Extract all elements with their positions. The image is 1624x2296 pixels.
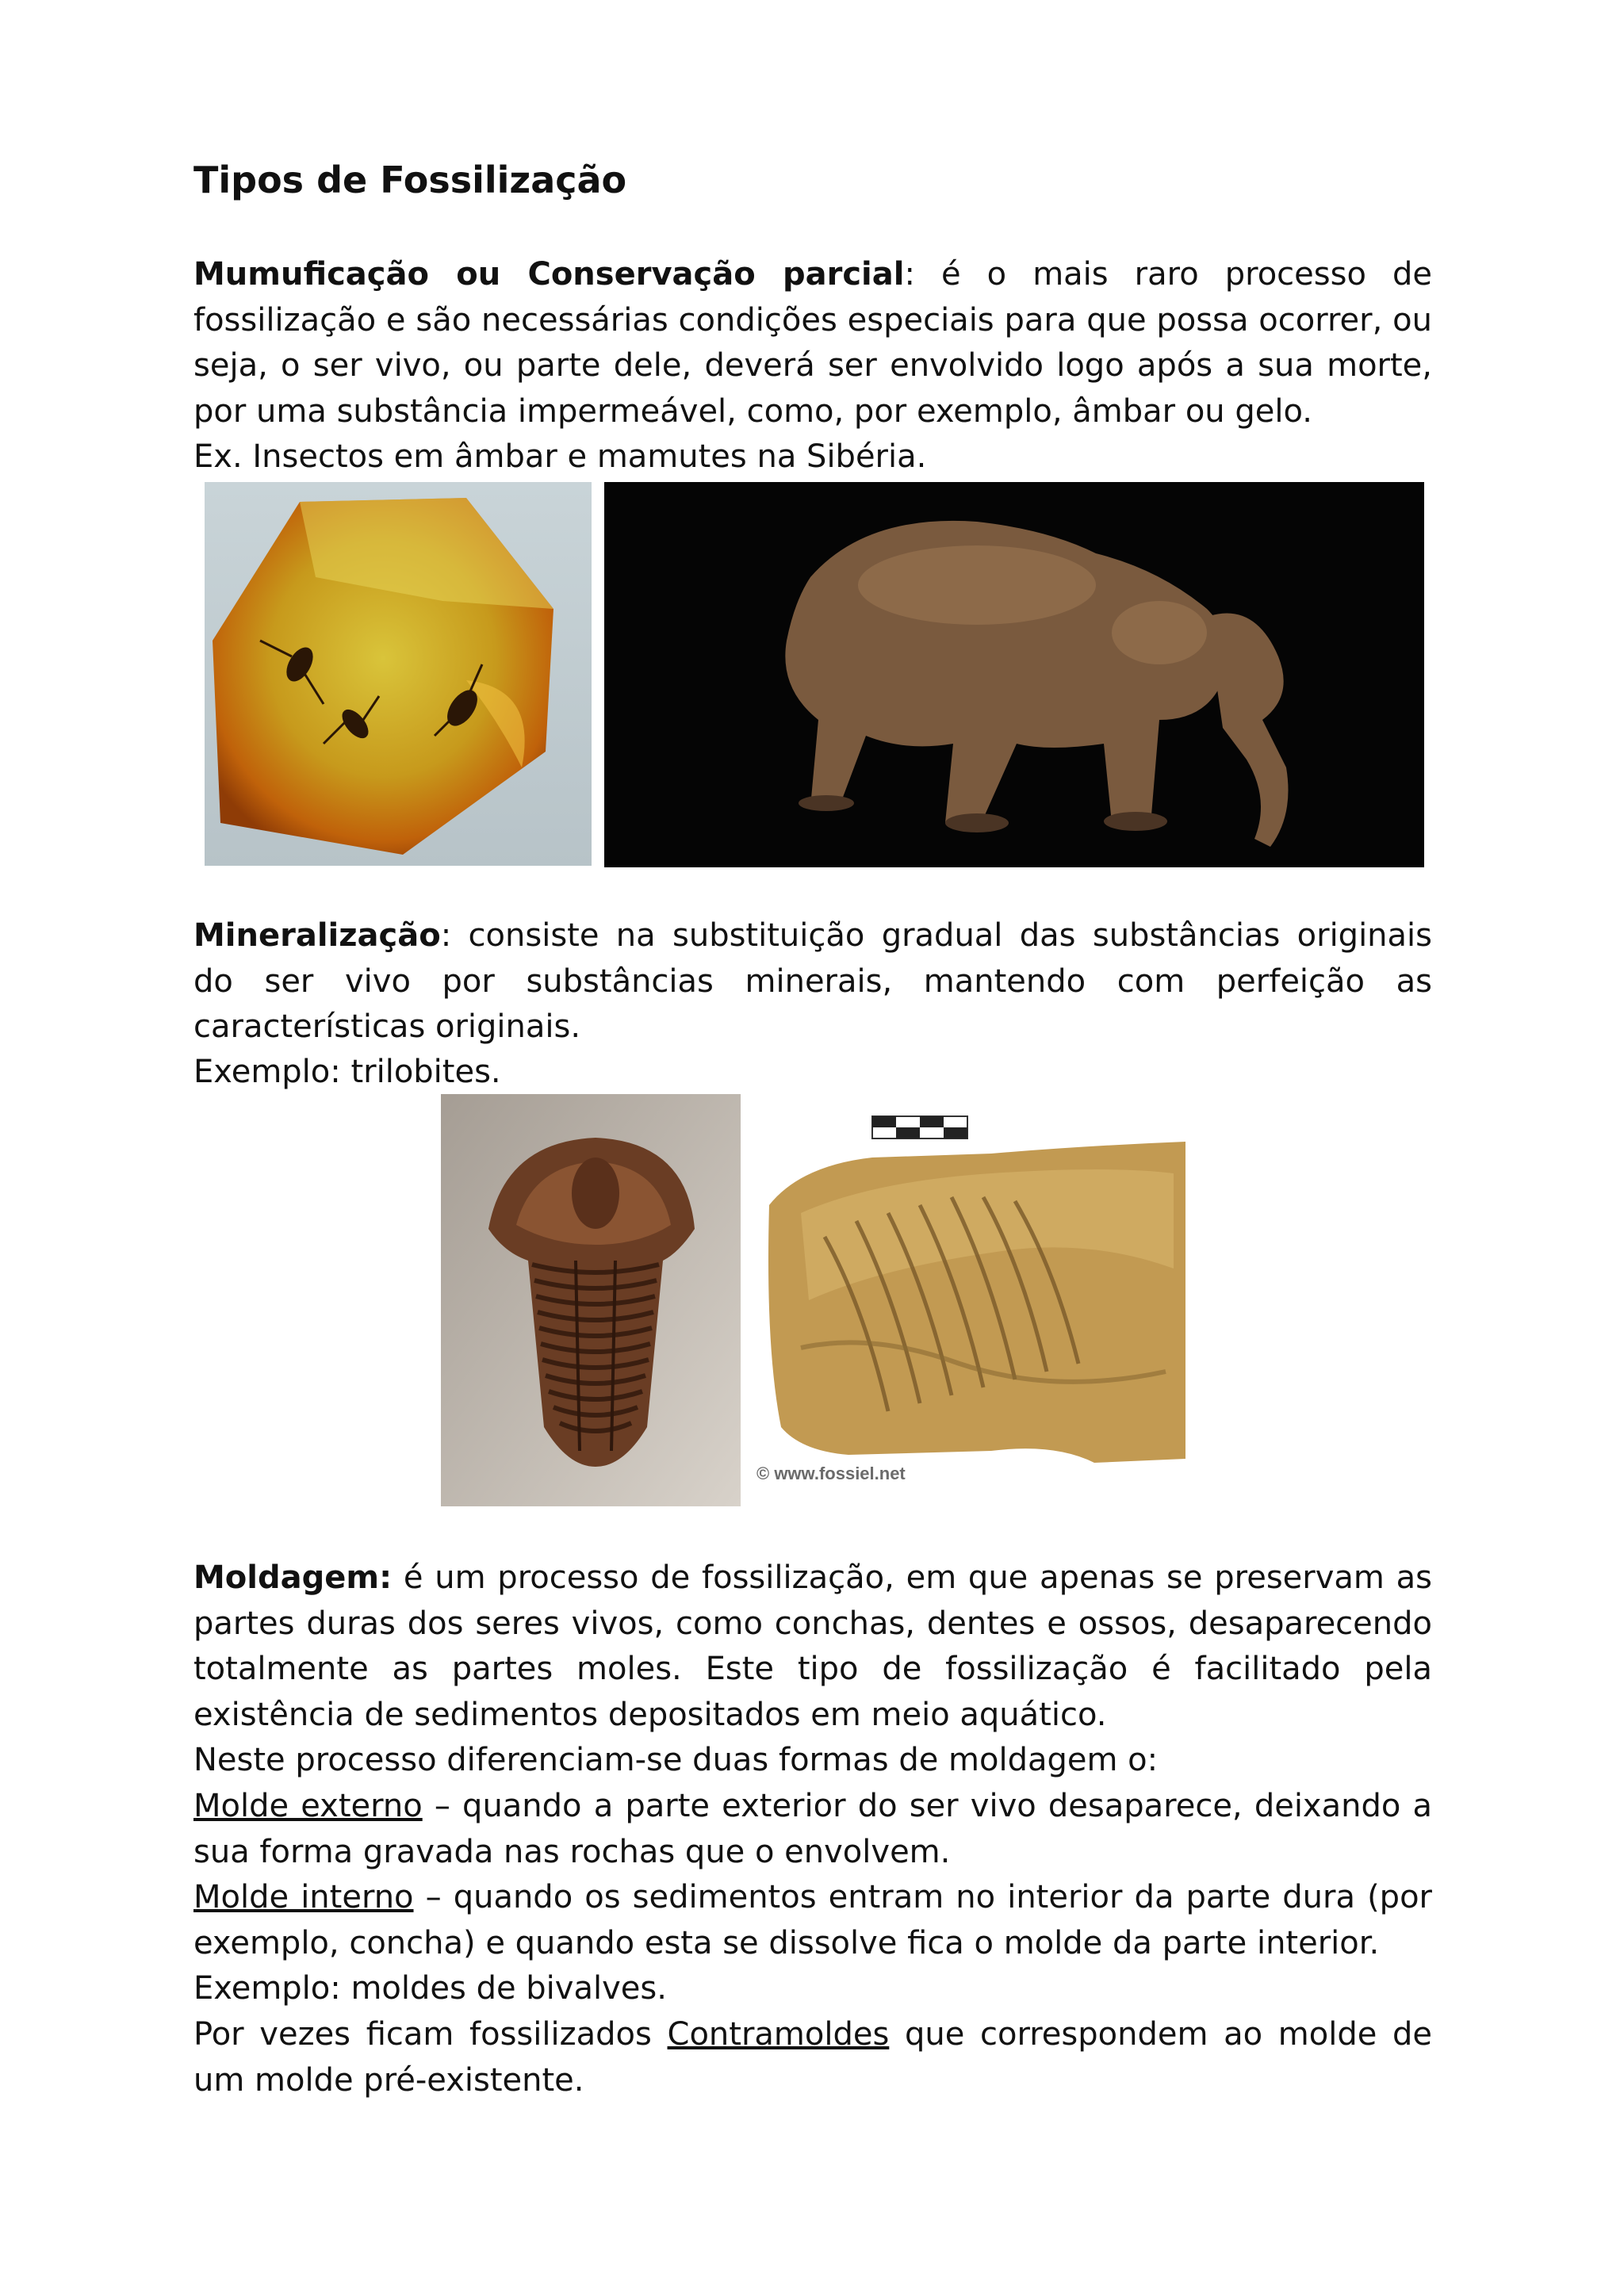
moldagem-intro: Neste processo diferenciam-se duas formas de moldagem o: bbox=[193, 1742, 1159, 1778]
moldagem-paragraph bbox=[193, 1556, 1432, 1738]
mineralizacao-text: : consiste na substituição gradual das substâncias originais do ser vivo por substâncias minerais, mantendo com perfeição as características originais. bbox=[193, 917, 1432, 1045]
mineralizacao-paragraph bbox=[193, 913, 1432, 1050]
molde-interno-term: Molde interno bbox=[193, 1879, 414, 1915]
contramoldes-term: Contramoldes bbox=[667, 2016, 890, 2053]
contramoldes-pre: Por vezes ficam fossilizados bbox=[193, 2016, 668, 2053]
trilobite-photo bbox=[441, 1094, 741, 1506]
molde-externo-text: – quando a parte exterior do ser vivo desaparece, deixando a sua forma gravada nas rochas que o envolvem. bbox=[193, 1788, 1433, 1870]
mumificacao-term: Mumuficação ou Conservação parcial bbox=[193, 256, 905, 293]
mammoth-photo bbox=[604, 482, 1424, 867]
contramoldes-post: que correspondem ao molde de um molde pré-existente. bbox=[193, 2016, 1432, 2099]
image-credit: © www.fossiel.net bbox=[756, 1464, 906, 1483]
molde-externo-paragraph bbox=[193, 1784, 1432, 1875]
mumificacao-paragraph bbox=[193, 252, 1432, 434]
mumificacao-example: Ex. Insectos em âmbar e mamutes na Sibéria. bbox=[193, 438, 927, 475]
fossil-imprint-photo bbox=[753, 1110, 1189, 1490]
moldagem-term: Moldagem: bbox=[193, 1559, 393, 1596]
amber-insects-photo bbox=[205, 482, 592, 866]
molde-interno-text: – quando os sedimentos entram no interior da parte dura (por exemplo, concha) e quando esta se dissolve fica o molde da parte interior. bbox=[193, 1879, 1432, 1961]
moldagem-text: é um processo de fossilização, em que apenas se preservam as partes duras dos seres vivos, como conchas, dentes e ossos, desaparecendo totalmente as partes moles. Este tipo de fossilização é facilitado pela existência de sedimentos depositados em meio aquático. bbox=[193, 1559, 1432, 1733]
mineralizacao-example: Exemplo: trilobites. bbox=[193, 1054, 501, 1090]
mineralizacao-term: Mineralização bbox=[193, 917, 441, 954]
contramoldes-paragraph bbox=[193, 2012, 1432, 2103]
molde-externo-term: Molde externo bbox=[193, 1788, 423, 1824]
page-title: Tipos de Fossilização bbox=[193, 159, 627, 201]
moldagem-example: Exemplo: moldes de bivalves. bbox=[193, 1970, 667, 2007]
molde-interno-paragraph bbox=[193, 1875, 1432, 1966]
mumificacao-text: : é o mais raro processo de fossilização e são necessárias condições especiais para que possa ocorrer, ou seja, o ser vivo, ou parte dele, deverá ser envolvido logo após a sua morte, por uma substância impermeável, como, por exemplo, âmbar ou gelo. bbox=[193, 256, 1432, 430]
